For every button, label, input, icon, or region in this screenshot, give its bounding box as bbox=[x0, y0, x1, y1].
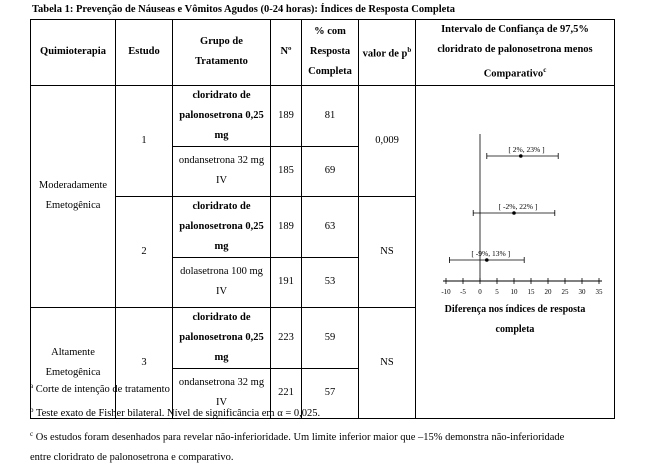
x-tick-label: 25 bbox=[561, 287, 569, 296]
footnote-b: $^b$ Teste exato de Fisher bilateral. Nível de significância em α = 0,025. bbox=[30, 406, 321, 419]
study-1: 1 bbox=[116, 85, 173, 196]
x-tick-label: 35 bbox=[595, 287, 603, 296]
resposta-cell: 81 bbox=[302, 85, 359, 146]
ci-label: [ 2%, 23% ] bbox=[508, 144, 545, 154]
header-p-value: valor de $p^b$ bbox=[359, 20, 416, 86]
ci-point-estimate bbox=[485, 258, 489, 262]
n-cell: 221 bbox=[271, 368, 302, 418]
x-axis-title: completa bbox=[495, 323, 535, 335]
footnote-c-cont: entre cloridrato de palonosetrona e comparativo. bbox=[30, 452, 234, 463]
p-value-3: NS bbox=[359, 307, 416, 418]
n-cell: 191 bbox=[271, 257, 302, 307]
header-quimioterapia: Quimioterapia bbox=[31, 20, 116, 86]
ci-point-estimate bbox=[512, 211, 516, 215]
ci-forest-plot bbox=[416, 86, 615, 386]
group-alta: Altamente Emetogênica bbox=[31, 307, 116, 418]
header-n: Nº bbox=[271, 20, 302, 86]
treatment-cell: cloridrato de palonosetrona 0,25 mg bbox=[173, 307, 271, 368]
ci-label: [ -2%, 22% ] bbox=[498, 201, 538, 211]
header-resposta: % com Resposta Completa bbox=[302, 20, 359, 86]
treatment-cell: ondansetrona 32 mg IV bbox=[173, 146, 271, 196]
ci-label: [ -9%, 13% ] bbox=[471, 248, 511, 258]
x-tick-label: 20 bbox=[544, 287, 552, 296]
p-value-2: NS bbox=[359, 196, 416, 307]
resposta-cell: 53 bbox=[302, 257, 359, 307]
x-axis-title: Diferença nos índices de resposta bbox=[444, 303, 586, 315]
x-tick-label: -10 bbox=[441, 287, 451, 296]
table-caption: Tabela 1: Prevenção de Náuseas e Vômitos Agudos (0-24 horas): Índices de Resposta Completa bbox=[32, 4, 456, 15]
resposta-cell: 63 bbox=[302, 196, 359, 257]
header-estudo: Estudo bbox=[116, 20, 173, 86]
treatment-cell: dolasetrona 100 mg IV bbox=[173, 257, 271, 307]
treatment-cell: ondansetrona 32 mg IV bbox=[173, 368, 271, 418]
x-tick-label: -5 bbox=[460, 287, 466, 296]
x-tick-label: 15 bbox=[527, 287, 535, 296]
resposta-cell: 57 bbox=[302, 368, 359, 418]
header-intervalo: Intervalo de Confiança de 97,5% cloridrato de palonosetrona menos Comparativo$^c$ bbox=[416, 20, 615, 86]
group-moderada: Moderadamente Emetogênica bbox=[31, 85, 116, 307]
x-tick-label: 30 bbox=[578, 287, 586, 296]
n-cell: 185 bbox=[271, 146, 302, 196]
treatment-cell: cloridrato de palonosetrona 0,25 mg bbox=[173, 85, 271, 146]
study-2: 2 bbox=[116, 196, 173, 307]
header-grupo: Grupo de Tratamento bbox=[173, 20, 271, 86]
x-tick-label: 5 bbox=[495, 287, 499, 296]
response-table bbox=[30, 19, 615, 419]
footnotes bbox=[30, 376, 630, 468]
x-tick-label: 10 bbox=[510, 287, 518, 296]
n-cell: 189 bbox=[271, 85, 302, 146]
resposta-cell: 69 bbox=[302, 146, 359, 196]
study-3: 3 bbox=[116, 307, 173, 418]
footnote-a: $^a$ Corte de intenção de tratamento bbox=[30, 382, 170, 395]
p-value-1: 0,009 bbox=[359, 85, 416, 196]
x-tick-label: 0 bbox=[478, 287, 482, 296]
treatment-cell: cloridrato de palonosetrona 0,25 mg bbox=[173, 196, 271, 257]
n-cell: 223 bbox=[271, 307, 302, 368]
resposta-cell: 59 bbox=[302, 307, 359, 368]
footnote-c: $^c$ Os estudos foram desenhados para revelar não-inferioridade. Um limite inferior maior que –15% demonstra não-inferioridade bbox=[30, 430, 565, 443]
ci-point-estimate bbox=[519, 154, 523, 158]
n-cell: 189 bbox=[271, 196, 302, 257]
ci-chart-cell bbox=[416, 85, 615, 418]
